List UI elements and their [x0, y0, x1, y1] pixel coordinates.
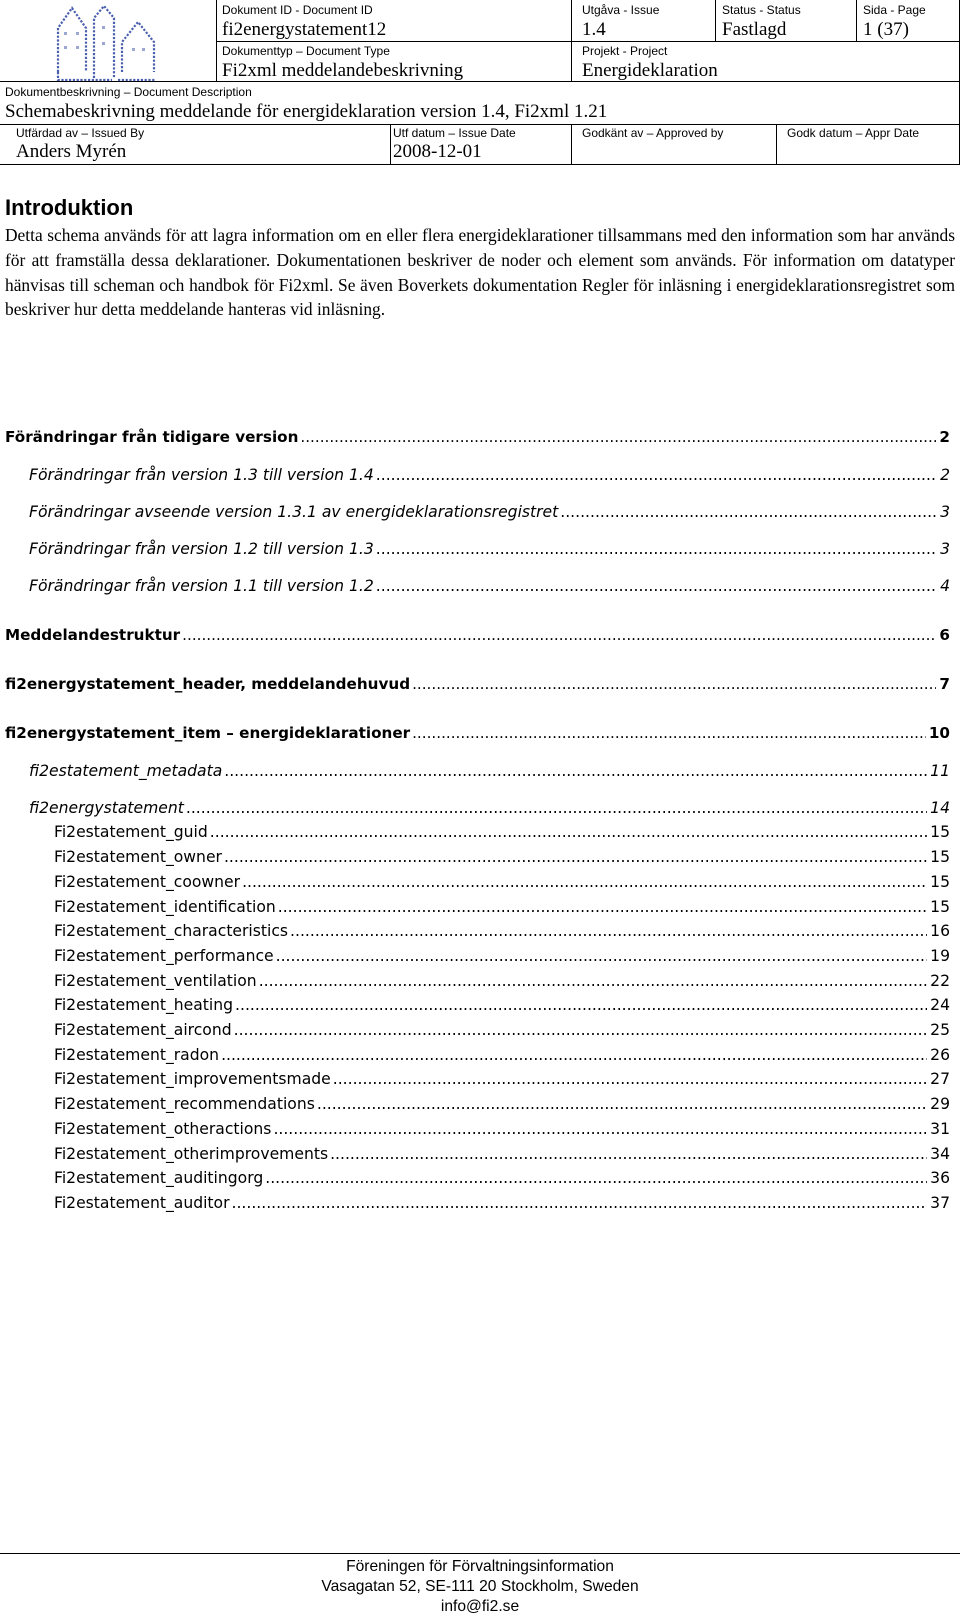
issued-by-label: Utfärdad av – Issued By: [16, 126, 145, 140]
toc-dot-leader: [330, 1145, 927, 1163]
appr-date-label: Godk datum – Appr Date: [787, 126, 920, 140]
toc-entry[interactable]: [54, 996, 950, 1014]
toc-entry[interactable]: [29, 762, 950, 780]
header-rule: [216, 41, 960, 42]
toc-entry-title: Fi2estatement_identification: [54, 898, 276, 916]
toc-entry-title: Förändringar från version 1.2 till version 1.3: [29, 540, 374, 558]
toc-entry-title: Fi2estatement_ventilation: [54, 972, 257, 990]
toc-entry-page: 19: [930, 947, 950, 965]
toc-entry-title: Förändringar från version 1.1 till version 1.2: [29, 577, 374, 595]
toc-entry[interactable]: [5, 724, 950, 742]
toc-dot-leader: [278, 898, 927, 916]
toc-entry[interactable]: [54, 922, 950, 940]
toc-entry-page: 22: [930, 972, 950, 990]
toc-entry-page: 3: [940, 540, 950, 558]
toc-entry-page: 16: [930, 922, 950, 940]
toc-entry-page: 29: [930, 1095, 950, 1113]
toc-entry-page: 7: [939, 675, 950, 693]
toc-dot-leader: [242, 873, 927, 891]
toc-dot-leader: [317, 1095, 927, 1113]
toc-entry[interactable]: [54, 1021, 950, 1039]
project-label: Projekt - Project: [582, 44, 668, 58]
toc-entry[interactable]: [54, 823, 950, 841]
header-rule: [390, 124, 391, 165]
toc-entry-page: 4: [940, 577, 950, 595]
toc-entry-title: Förändringar från version 1.3 till version 1.4: [29, 466, 374, 484]
toc-dot-leader: [276, 947, 928, 965]
toc-entry-title: Fi2estatement_guid: [54, 823, 208, 841]
toc-entry-page: 15: [930, 873, 950, 891]
toc-entry[interactable]: [54, 1120, 950, 1138]
approved-by-label: Godkänt av – Approved by: [582, 126, 724, 140]
introduction-heading: Introduktion: [5, 195, 134, 220]
toc-entry[interactable]: [29, 799, 950, 817]
toc-entry-page: 15: [930, 823, 950, 841]
toc-entry[interactable]: [54, 1169, 950, 1187]
doctype-label: Dokumenttyp – Document Type: [222, 44, 390, 58]
toc-dot-leader: [210, 823, 927, 841]
toc-entry-page: 15: [930, 898, 950, 916]
header-rule: [216, 0, 217, 82]
toc-entry[interactable]: [54, 1194, 950, 1212]
header-rule: [856, 0, 857, 42]
header-rule: [571, 124, 572, 165]
document-header: [0, 0, 960, 166]
toc-entry[interactable]: [5, 626, 950, 644]
document-id-label: Dokument ID - Document ID: [222, 3, 373, 17]
toc-entry-title: Fi2estatement_recommendations: [54, 1095, 315, 1113]
introduction-paragraph: Detta schema används för att lagra information om en eller flera energideklarationer tillsammans med den information som har används för att framställa dessa deklarationer. Dokumentationen beskriver de noder och element som används. För information om datatyper hänvisas till scheman och handbok för Fi2xml. Se även Boverkets dokumentation Regler för inläsning i energideklarationsregistret som beskriver hur detta meddelande hanteras vid inläsning.: [5, 225, 955, 320]
toc-entry[interactable]: [54, 873, 950, 891]
toc-entry[interactable]: [54, 1145, 950, 1163]
toc-entry-page: 27: [930, 1070, 950, 1088]
toc-entry[interactable]: [54, 1070, 950, 1088]
footer: [0, 1557, 960, 1617]
toc-dot-leader: [235, 996, 927, 1014]
toc-dot-leader: [234, 1021, 928, 1039]
toc-dot-leader: [560, 503, 937, 521]
toc-entry[interactable]: [5, 675, 950, 693]
toc-entry-title: fi2energystatement_item – energideklarationer: [5, 724, 411, 742]
issue-date-value: 2008-12-01: [393, 141, 482, 162]
header-rule: [571, 0, 572, 82]
toc-entry-page: 24: [930, 996, 950, 1014]
toc-dot-leader: [290, 922, 927, 940]
toc-entry[interactable]: [29, 577, 950, 595]
toc-entry-title: Fi2estatement_heating: [54, 996, 234, 1014]
toc-entry-title: Fi2estatement_coowner: [54, 873, 241, 891]
toc-entry-title: Fi2estatement_performance: [54, 947, 274, 965]
toc-dot-leader: [221, 1046, 927, 1064]
status-label: Status - Status: [722, 3, 801, 17]
status-value: Fastlagd: [722, 19, 787, 40]
issue-value: 1.4: [582, 19, 606, 40]
toc-entry-page: 31: [930, 1120, 950, 1138]
document-id: fi2energystatement12: [222, 19, 387, 40]
toc-dot-leader: [224, 848, 927, 866]
description-label: Dokumentbeskrivning – Document Description: [5, 85, 252, 99]
toc-entry[interactable]: [54, 1095, 950, 1113]
issue-date-label: Utf datum – Issue Date: [393, 126, 516, 140]
toc-entry-title: Fi2estatement_improvementsmade: [54, 1070, 331, 1088]
toc-entry-title: fi2energystatement_header, meddelandehuvud: [5, 675, 411, 693]
footer-address: Vasagatan 52, SE-111 20 Stockholm, Sweden: [321, 1578, 639, 1595]
toc-entry[interactable]: [54, 947, 950, 965]
toc-entry-page: 10: [928, 724, 950, 742]
toc-dot-leader: [412, 675, 936, 693]
header-rule: [0, 81, 960, 82]
page-value: 1 (37): [863, 19, 909, 40]
header-rule: [0, 164, 960, 165]
toc-dot-leader: [300, 428, 936, 446]
toc-entry[interactable]: [29, 540, 950, 558]
toc-entry-title: Förändringar från tidigare version: [5, 428, 299, 446]
toc-entry-title: Fi2estatement_otheractions: [54, 1120, 272, 1138]
header-rule: [0, 124, 960, 125]
toc-dot-leader: [376, 466, 937, 484]
toc-entry[interactable]: [29, 503, 950, 521]
toc-entry[interactable]: [29, 466, 950, 484]
toc-entry-title: Fi2estatement_aircond: [54, 1021, 232, 1039]
toc-entry-title: Fi2estatement_characteristics: [54, 922, 289, 940]
toc-dot-leader: [265, 1169, 927, 1187]
toc-entry-page: 2: [939, 428, 950, 446]
toc-entry-page: 36: [930, 1169, 950, 1187]
toc-dot-leader: [186, 799, 927, 817]
toc-entry-title: Fi2estatement_auditor: [54, 1194, 230, 1212]
issued-by-value: Anders Myrén: [16, 141, 127, 162]
toc-entry[interactable]: [54, 848, 950, 866]
toc-entry-page: 11: [930, 762, 950, 780]
fi2-logo-icon: [52, 2, 164, 84]
toc-entry-page: 6: [939, 626, 950, 644]
doctype-value: Fi2xml meddelandebeskrivning: [222, 60, 464, 81]
toc-entry-page: 26: [930, 1046, 950, 1064]
toc-entry-title: fi2estatement_metadata: [29, 762, 223, 780]
footer-rule: [0, 1553, 960, 1554]
toc-entry-page: 15: [930, 848, 950, 866]
page-label: Sida - Page: [863, 3, 926, 17]
toc-dot-leader: [376, 577, 937, 595]
toc-entry[interactable]: [5, 428, 950, 446]
project-value: Energideklaration: [582, 60, 718, 81]
toc-entry-title: Meddelandestruktur: [5, 626, 181, 644]
toc-entry-page: 3: [940, 503, 950, 521]
toc-entry-page: 34: [930, 1145, 950, 1163]
toc-dot-leader: [273, 1120, 927, 1138]
toc-entry[interactable]: [54, 1046, 950, 1064]
toc-entry-page: 2: [940, 466, 950, 484]
footer-organization: Föreningen för Förvaltningsinformation: [346, 1558, 614, 1575]
toc-dot-leader: [412, 724, 926, 742]
footer-email: info@fi2.se: [440, 1598, 520, 1615]
toc-entry[interactable]: [54, 898, 950, 916]
toc-dot-leader: [182, 626, 936, 644]
toc-entry-title: Fi2estatement_radon: [54, 1046, 220, 1064]
header-rule: [715, 0, 716, 42]
toc-dot-leader: [376, 540, 937, 558]
toc-entry-page: 25: [930, 1021, 950, 1039]
toc-dot-leader: [224, 762, 927, 780]
toc-entry-title: Fi2estatement_owner: [54, 848, 222, 866]
toc-dot-leader: [259, 972, 927, 990]
toc-entry-title: Fi2estatement_otherimprovements: [54, 1145, 329, 1163]
issue-label: Utgåva - Issue: [582, 3, 660, 17]
description-value: Schemabeskrivning meddelande för energideklaration version 1.4, Fi2xml 1.21: [5, 101, 608, 122]
toc-entry-title: fi2energystatement: [29, 799, 184, 817]
toc-dot-leader: [232, 1194, 928, 1212]
toc-entry[interactable]: [54, 972, 950, 990]
toc-entry-page: 14: [930, 799, 950, 817]
toc-entry-title: Fi2estatement_auditingorg: [54, 1169, 264, 1187]
toc-entry-title: Förändringar avseende version 1.3.1 av energideklarationsregistret: [29, 503, 559, 521]
toc-entry-page: 37: [930, 1194, 950, 1212]
header-rule: [776, 124, 777, 165]
toc-dot-leader: [333, 1070, 927, 1088]
